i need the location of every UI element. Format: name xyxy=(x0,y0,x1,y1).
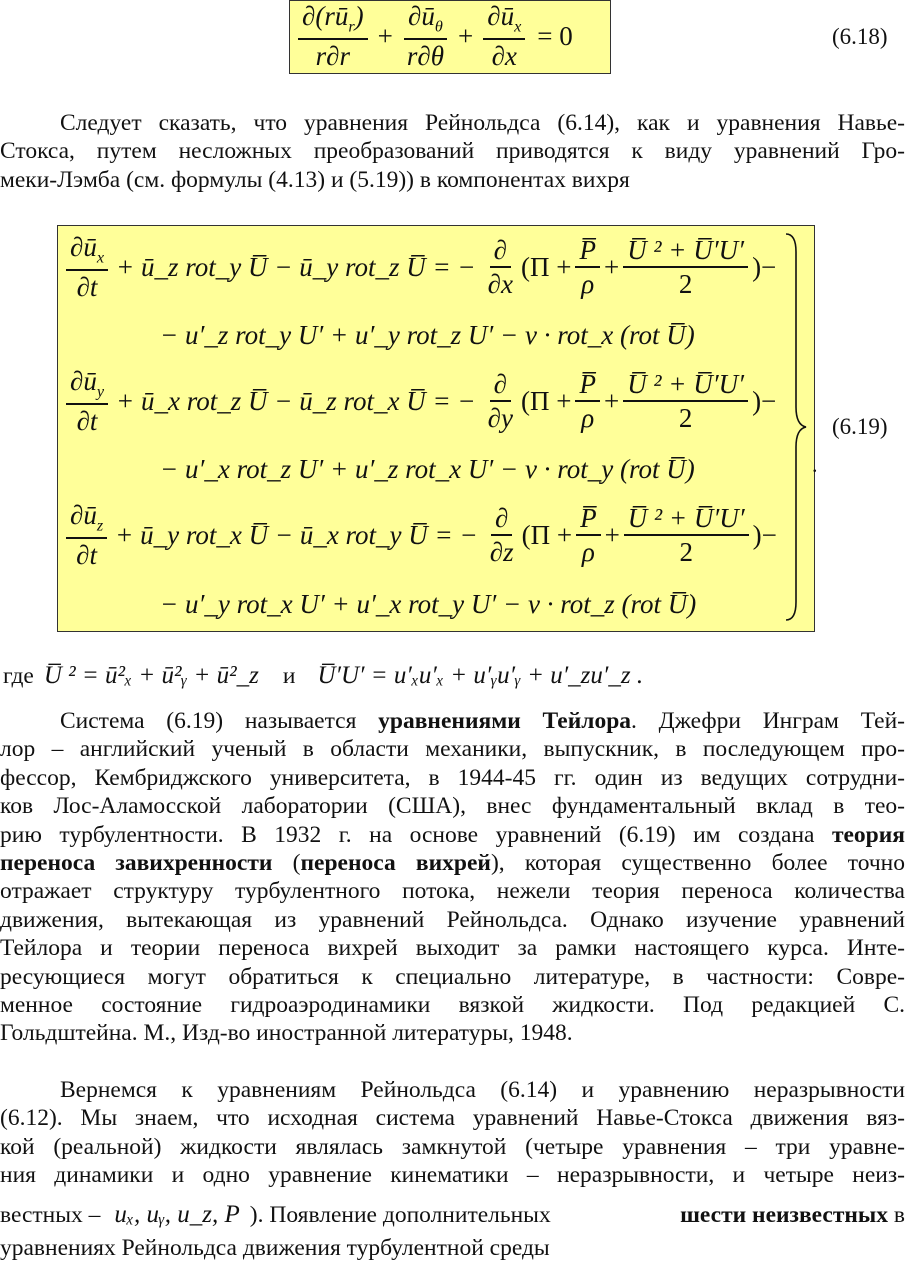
text-line-final: уравнениях Рейнольдса движения турбулентной среды xyxy=(0,1235,550,1261)
eq619-row3-main: $\frac{\partial ū_z}{\partial t}$ + ū_y rot_x U̅ − ū_x rot_y U̅ = − $\frac{\partial}{\partial z}$ (Π + $\frac{P̅}{\rho}$ + $\frac{\text{U̅ ² + U̅′U′}}{2}$ )− xyxy=(62,500,777,570)
eq618-fraction-1: $\frac{\partial(rū_r)}{r\partial r}$ xyxy=(298,2,368,70)
text-line: Система (6.19) называется уравнениями Тейлора. Джефри Инграм Тей- xyxy=(60,708,905,734)
text-line: (6.12). Мы знаем, что исходная система уравнений Навье-Стокса движения вяз- xyxy=(0,1105,905,1132)
text-line: лор – английский ученый в области механики, выпускник, в последующем про- xyxy=(0,736,905,763)
text-line: менное состояние гидроаэродинамики вязкой жидкости. Под редакцией С. xyxy=(0,991,905,1018)
text-line: Вернемся к уравнениям Рейнольдса (6.14) и уравнению неразрывности xyxy=(60,1077,905,1103)
text-line: ресующиеся могут обратиться к специально литературе, в частности: Совре- xyxy=(0,963,905,990)
text-line: Гольдштейна. М., Изд-во иностранной литературы, 1948. xyxy=(0,1020,573,1047)
equation-number-6-18: (6.18) xyxy=(832,24,888,49)
equation-6-18: $\frac{\partial(rū_r)}{r\partial r}$ + $\frac{\partial ū_\theta}{r\partial\theta}$ + $\frac{\partial ū_x}{\partial x}$ = 0 xyxy=(294,2,573,70)
text-line: переноса завихренности (переноса вихрей), которая существенно более точно xyxy=(0,849,905,876)
right-brace-icon xyxy=(784,232,808,622)
text-line: ния динамики и одно уравнение кинематики – неразрывности, и четыре неиз- xyxy=(0,1162,905,1189)
eq619-row1-main: $\frac{\partial ū_x}{\partial t}$ + ū_z rot_y U̅ − ū_y rot_z U̅ = − $\frac{\partial}{\partial x}$ (Π + $\frac{P̅}{\rho}$ + $\frac{\text{U̅ ² + U̅′U′}}{2}$ )− xyxy=(62,232,776,302)
text-line: фессор, Кембриджского университета, в 1944-45 гг. один из ведущих сотрудни- xyxy=(0,764,905,791)
paragraph-taylor xyxy=(0,707,905,1048)
where-line: где U̅ ² = ū²ₓ + ū²ᵧ + ū²_z и U̅′U′ = u′ₓu′ₓ + u′ᵧu′ᵧ + u′_zu′_z . xyxy=(3,662,644,689)
text-line: рию турбулентности. В 1932 г. на основе уравнений (6.19) им создана теория xyxy=(0,821,905,848)
equation-number-6-19: (6.19) xyxy=(832,414,888,439)
text-line: Тейлора и теории переноса вихрей выходит за рамки настоящего курса. Инте- xyxy=(0,935,905,962)
text-line: меки-Лэмба (см. формулы (4.13) и (5.19)) в компонентах вихря xyxy=(0,166,630,193)
text-line-unknowns: вестных – uₓ, uᵧ, u_z, P ). Появление дополнительных шести неизвестных в xyxy=(0,1201,905,1228)
text-line: движения, вытекающая из уравнений Рейнольдса. Однако изучение уравнений xyxy=(0,906,905,933)
eq619-trailing-dot: . xyxy=(812,452,818,477)
text-line: ков Лос-Аламосской лаборатории (США), внес фундаментальный вклад в тео- xyxy=(0,793,905,820)
text-line: Следует сказать, что уравнения Рейнольдса (6.14), как и уравнения Навье- xyxy=(60,110,905,136)
eq619-row2-second: − u′_x rot_z U′ + u′_z rot_x U′ − ν · rot_y (rot U̅) xyxy=(160,453,695,484)
text-line: кой (реальной) жидкости являлась замкнутой (четыре уравнения – три уравне- xyxy=(0,1133,905,1160)
eq618-fraction-2: $\frac{\partial ū_\theta}{r\partial\theta}$ xyxy=(403,2,448,70)
eq618-fraction-3: $\frac{\partial ū_x}{\partial x}$ xyxy=(483,2,525,70)
paragraph-reynolds xyxy=(0,1076,905,1190)
text-line: Стокса, путем несложных преобразований приводятся к виду уравнений Гро- xyxy=(0,138,905,165)
paragraph-intro xyxy=(0,109,905,194)
eq619-row2-main: $\frac{\partial ū_y}{\partial t}$ + ū_x rot_z U̅ − ū_z rot_x U̅ = − $\frac{\partial}{\partial y}$ (Π + $\frac{P̅}{\rho}$ + $\frac{\text{U̅ ² + U̅′U′}}{2}$ )− xyxy=(62,366,776,436)
eq619-row1-second: − u′_z rot_y U′ + u′_y rot_z U′ − ν · rot_x (rot U̅) xyxy=(160,319,695,350)
eq619-row3-second: − u′_y rot_x U′ + u′_x rot_y U′ − ν · rot_z (rot U̅) xyxy=(160,588,697,619)
text-line: отражает структуру турбулентного потока, нежели теория переноса количества xyxy=(0,878,905,905)
